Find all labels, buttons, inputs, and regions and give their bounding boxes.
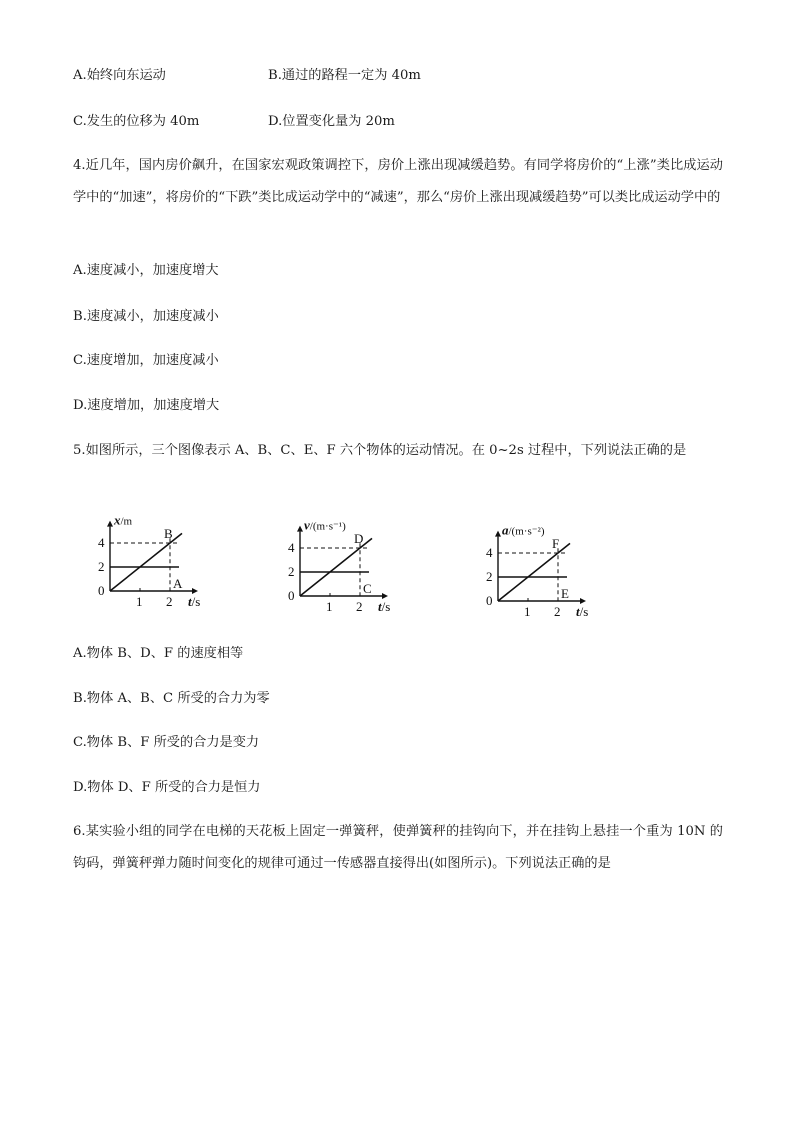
- y-tick-label: 2: [288, 564, 295, 579]
- x-tick-label: 2: [166, 594, 173, 609]
- series-label-E: E: [561, 585, 569, 601]
- y-axis-arrow: [107, 521, 113, 527]
- y-tick-label: 2: [98, 559, 105, 574]
- y-axis-arrow: [495, 531, 501, 537]
- y-tick-label: 4: [288, 540, 295, 555]
- y-tick-label: 2: [486, 569, 493, 584]
- q5-option-b: B.物体 A、B、C 所受的合力为零: [73, 691, 270, 706]
- y-axis-arrow: [297, 526, 303, 532]
- x-tick-label: 1: [136, 594, 143, 609]
- x-axis-label: t/s: [378, 599, 391, 614]
- q5-graph-x-t: [88, 495, 238, 613]
- series-line-F: [498, 543, 570, 601]
- x-axis-label: t/s: [188, 594, 201, 609]
- x-tick-label: 1: [326, 599, 333, 614]
- q5-graph-v-t: [278, 500, 428, 618]
- origin-label: 0: [486, 593, 493, 608]
- y-tick-label: 4: [98, 535, 105, 550]
- y-axis-label: v/(m·s⁻¹): [304, 517, 346, 533]
- origin-label: 0: [98, 583, 105, 598]
- y-axis-label: x/m: [114, 512, 133, 528]
- q4-option-d: D.速度增加，加速度增大: [73, 398, 220, 413]
- origin-label: 0: [288, 588, 295, 603]
- series-label-C: C: [363, 580, 372, 596]
- x-tick-label: 2: [554, 604, 561, 619]
- q3-option-d: D.位置变化量为 20m: [268, 114, 395, 129]
- q6-stem: 6.某实验小组的同学在电梯的天花板上固定一弹簧秤，使弹簧秤的挂钩向下，并在挂钩上悬挂一个重为 10N 的钩码，弹簧秤弹力随时间变化的规律可通过一传感器直接得出(如图所示)。下列说法正确的是: [73, 824, 723, 871]
- x-tick-label: 1: [524, 604, 531, 619]
- series-label-A: A: [173, 575, 183, 591]
- q4-option-a: A.速度减小，加速度增大: [73, 263, 219, 278]
- q3-option-c: C.发生的位移为 40m: [73, 114, 200, 129]
- q4-option-b: B.速度减小，加速度减小: [73, 309, 219, 324]
- q5-option-c: C.物体 B、F 所受的合力是变力: [73, 735, 260, 750]
- series-label-D: D: [354, 531, 364, 546]
- y-tick-label: 4: [486, 545, 493, 560]
- q3-option-b: B.通过的路程一定为 40m: [268, 68, 421, 83]
- series-label-F: F: [552, 536, 560, 551]
- series-line-B: [110, 533, 182, 591]
- q5-option-a: A.物体 B、D、F 的速度相等: [73, 646, 244, 661]
- x-tick-label: 2: [356, 599, 363, 614]
- q4-stem: 4.近几年，国内房价飙升，在国家宏观政策调控下，房价上涨出现减缓趋势。有同学将房价的“上涨”类比成运动学中的“加速”，将房价的“下跌”类比成运动学中的“减速”，那么“房价上涨出现减缓趋势”可以类比成运动学中的: [73, 158, 723, 205]
- series-label-B: B: [164, 526, 173, 541]
- y-axis-label: a/(m·s⁻²): [502, 522, 545, 538]
- q5-graph-a-t: [476, 505, 626, 623]
- q3-option-a: A.始终向东运动: [73, 68, 166, 83]
- q5-stem: 5.如图所示，三个图像表示 A、B、C、E、F 六个物体的运动情况。在 0~2s 过程中，下列说法正确的是: [73, 443, 687, 458]
- series-line-D: [300, 538, 372, 596]
- q5-option-d: D.物体 D、F 所受的合力是恒力: [73, 780, 261, 795]
- x-axis-label: t/s: [576, 604, 589, 619]
- q4-option-c: C.速度增加，加速度减小: [73, 353, 219, 368]
